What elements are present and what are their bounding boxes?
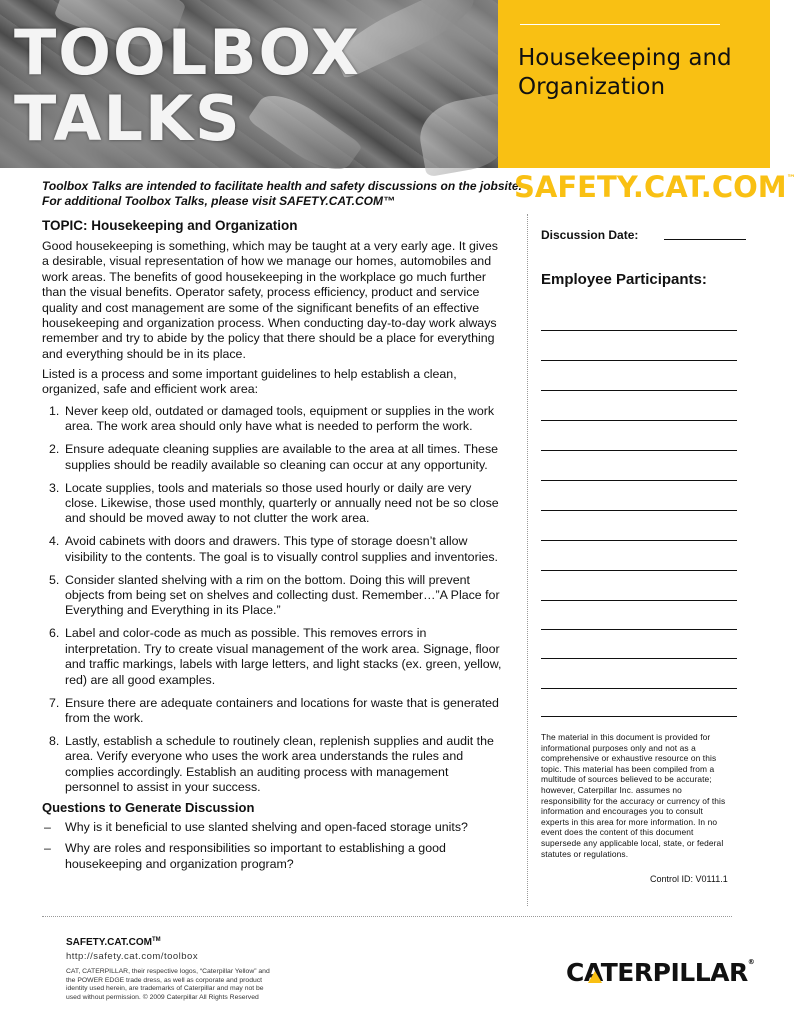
paragraph-line: a desirable, visual representation of how we manage our homes, automobiles and <box>42 254 492 269</box>
toolbox-talks-banner <box>0 0 498 168</box>
paragraph-line: than the visual benefits. Operator safety, process efficiency, product and service <box>42 285 480 300</box>
guideline-line: Locate supplies, tools and materials so those used hourly or daily are very <box>65 480 472 495</box>
guideline-line: area. Verify everyone who uses the work area understands the rules and <box>65 749 464 764</box>
legal-line: CAT, CATERPILLAR, their respective logos, “Caterpillar Yellow” and <box>66 968 270 975</box>
question-line: housekeeping and organization program? <box>65 856 294 871</box>
intro-paragraph <box>42 239 512 362</box>
document-title <box>518 44 758 102</box>
safety-cat-logo-tm: ™ <box>786 174 796 184</box>
guideline-line: Ensure there are adequate containers and locations for waste that is generated <box>65 695 499 710</box>
guideline-number: 4. <box>49 534 60 549</box>
guidelines-intro-paragraph <box>42 367 512 398</box>
guideline-line: red) are all good examples. <box>65 672 216 687</box>
guideline-line: and traffic markings, labels with large letters, and light stacks (ex. green, yellow, <box>65 657 502 672</box>
questions-heading: Questions to Generate Discussion <box>42 800 255 815</box>
guideline-line: complies accordingly. Establish an auditing process with management <box>65 764 449 779</box>
question-dash: – <box>44 841 51 856</box>
disclaimer-line: however, Caterpillar Inc. assumes no <box>541 784 682 795</box>
participant-signature-line[interactable] <box>541 540 737 541</box>
participant-signature-line[interactable] <box>541 600 737 601</box>
guideline-line: objects from being set on shelves and collecting dust. Remember…”A Place for <box>65 588 500 603</box>
paragraph-line: housekeeping and organization process. When conducting day-to-day work always <box>42 316 497 331</box>
paragraph-line: remember and try to abide by the policy that there should be a place for everything <box>42 331 495 346</box>
guideline-line: interpretation. Try to create visual management of the work area. Signage, floor <box>65 641 500 656</box>
intro-line-2: For additional Toolbox Talks, please visit SAFETY.CAT.COM™ <box>42 194 395 208</box>
topic-heading: TOPIC: Housekeeping and Organization <box>42 218 298 233</box>
guideline-item <box>42 404 512 435</box>
question-line: Why are roles and responsibilities so important to establishing a good <box>65 841 446 856</box>
guideline-line: Label and color-code as much as possible. This removes errors in <box>65 626 427 641</box>
guideline-item <box>42 696 512 727</box>
participant-signature-line[interactable] <box>541 510 737 511</box>
guideline-item <box>42 573 512 619</box>
employee-participants-label: Employee Participants: <box>541 271 707 288</box>
participant-signature-line[interactable] <box>541 716 737 717</box>
guideline-line: visibility to the contents. The goal is to visually control supplies and inventories. <box>65 549 498 564</box>
guideline-line: Never keep old, outdated or damaged tools, equipment or supplies in the work <box>65 404 495 418</box>
discussion-date-label: Discussion Date: <box>541 228 639 242</box>
safety-cat-logo-text: SAFETY.CAT.COM <box>514 170 787 204</box>
guideline-item <box>42 534 512 565</box>
guideline-line: personnel to assist in your success. <box>65 780 261 795</box>
banner-title-line1: TOOLBOX <box>14 16 361 89</box>
guideline-item <box>42 734 512 796</box>
disclaimer-line: supersede any applicable local, state, or federal <box>541 837 724 848</box>
disclaimer-line: multitude of sources believed to be accurate; <box>541 774 712 785</box>
disclaimer-line: responsibility for the accuracy or currency of this <box>541 795 726 806</box>
guideline-number: 6. <box>49 626 60 641</box>
guideline-line: Consider slanted shelving with a rim on the bottom. Doing this will prevent <box>65 572 470 587</box>
title-line-1: Housekeeping and <box>518 45 732 71</box>
paragraph-line: Good housekeeping is something, which may be taught at a very early age. It gives <box>42 239 498 253</box>
guideline-number: 3. <box>49 480 60 495</box>
guideline-line: Avoid cabinets with doors and drawers. This type of storage doesn’t allow <box>65 534 468 549</box>
disclaimer-line: event does the content of this document <box>541 827 694 838</box>
footer-site-name <box>66 937 161 948</box>
participant-signature-line[interactable] <box>541 420 737 421</box>
disclaimer-text <box>541 732 741 859</box>
caterpillar-logo-text: CATERPILLAR <box>566 958 748 987</box>
participant-signature-line[interactable] <box>541 450 737 451</box>
guideline-line: close. Likewise, those used monthly, quarterly or annually need not be so close <box>65 496 499 511</box>
guideline-line: and should be moved away to not clutter the work area. <box>65 511 370 526</box>
paragraph-line: Listed is a process and some important guidelines to help establish a clean, <box>42 367 457 381</box>
participant-signature-line[interactable] <box>541 480 737 481</box>
legal-line: used without permission. © 2009 Caterpillar All Rights Reserved <box>66 993 259 1001</box>
guideline-number: 2. <box>49 442 60 457</box>
footer-site-text: SAFETY.CAT.COM <box>66 937 152 948</box>
title-box <box>498 0 770 168</box>
guideline-line: from the work. <box>65 710 144 725</box>
discussion-date-line[interactable] <box>664 239 746 240</box>
footer-divider <box>42 916 732 917</box>
guideline-line: area. The work area should only have what is needed to perform the work. <box>65 419 473 434</box>
legal-line: the POWER EDGE trade dress, as well as corporate and product <box>66 976 263 984</box>
guideline-number: 7. <box>49 695 60 710</box>
guideline-item <box>42 626 512 688</box>
footer-legal-text <box>66 968 276 1002</box>
title-rule <box>520 24 720 25</box>
questions-list <box>42 820 512 878</box>
paragraph-line: and everything should be in its place. <box>42 346 246 361</box>
guideline-line: Lastly, establish a schedule to routinely clean, replenish supplies and audit the <box>65 733 494 748</box>
legal-line: identity used herein, are trademarks of Caterpillar and may not be <box>66 985 264 993</box>
participant-signature-line[interactable] <box>541 658 737 659</box>
caterpillar-logo-triangle <box>588 971 602 983</box>
control-id: Control ID: V0111.1 <box>650 874 728 884</box>
guidelines-list <box>42 404 512 803</box>
paragraph-line: quality and cost management are some of the significant benefits of an effective <box>42 300 480 315</box>
participant-signature-line[interactable] <box>541 390 737 391</box>
intro-line-1: Toolbox Talks are intended to facilitate health and safety discussions on the jobsite. <box>42 179 522 193</box>
paragraph-line: work areas. The benefits of good housekeeping in the workplace go much further <box>42 269 487 284</box>
safety-cat-logo <box>514 170 796 204</box>
guideline-number: 5. <box>49 572 60 587</box>
disclaimer-line: informational purposes only and not as a <box>541 742 696 753</box>
guideline-item <box>42 481 512 527</box>
disclaimer-line: statutes or regulations. <box>541 848 629 859</box>
guideline-number: 1. <box>49 404 60 418</box>
question-line: Why is it beneficial to use slanted shelving and open-faced storage units? <box>65 820 468 834</box>
banner-title-line2: TALKS <box>14 82 242 155</box>
question-dash: – <box>44 820 51 834</box>
question-item <box>42 841 512 872</box>
footer-url-link[interactable]: http://safety.cat.com/toolbox <box>66 951 199 962</box>
guideline-item <box>42 442 512 473</box>
question-item <box>42 820 512 835</box>
guideline-line: supplies should be readily available so cleaning can occur at any opportunity. <box>65 457 488 472</box>
guideline-number: 8. <box>49 733 60 748</box>
guideline-line: Ensure adequate cleaning supplies are available to the area at all times. These <box>65 442 499 457</box>
disclaimer-line: comprehensive or exhaustive resource on this <box>541 753 717 764</box>
participant-signature-line[interactable] <box>541 629 737 630</box>
column-divider <box>527 214 529 906</box>
disclaimer-line: The material in this document is provided for <box>541 732 711 742</box>
participant-signature-line[interactable] <box>541 330 737 331</box>
guideline-line: Everything and Everything in its Place.” <box>65 603 281 618</box>
footer-site-tm: TM <box>151 937 161 943</box>
title-line-2: Organization <box>518 74 666 100</box>
intro-text <box>42 179 522 209</box>
participant-signature-line[interactable] <box>541 570 737 571</box>
paragraph-line: organized, safe and efficient work area: <box>42 382 259 397</box>
disclaimer-line: information and encourages you to consult <box>541 806 703 817</box>
participant-signature-line[interactable] <box>541 688 737 689</box>
disclaimer-line: experts in this area for more information. In no <box>541 816 718 827</box>
disclaimer-line: topic. This material has been compiled from a <box>541 763 715 774</box>
caterpillar-logo <box>566 958 754 988</box>
participant-signature-line[interactable] <box>541 360 737 361</box>
caterpillar-logo-reg: ® <box>747 958 755 966</box>
